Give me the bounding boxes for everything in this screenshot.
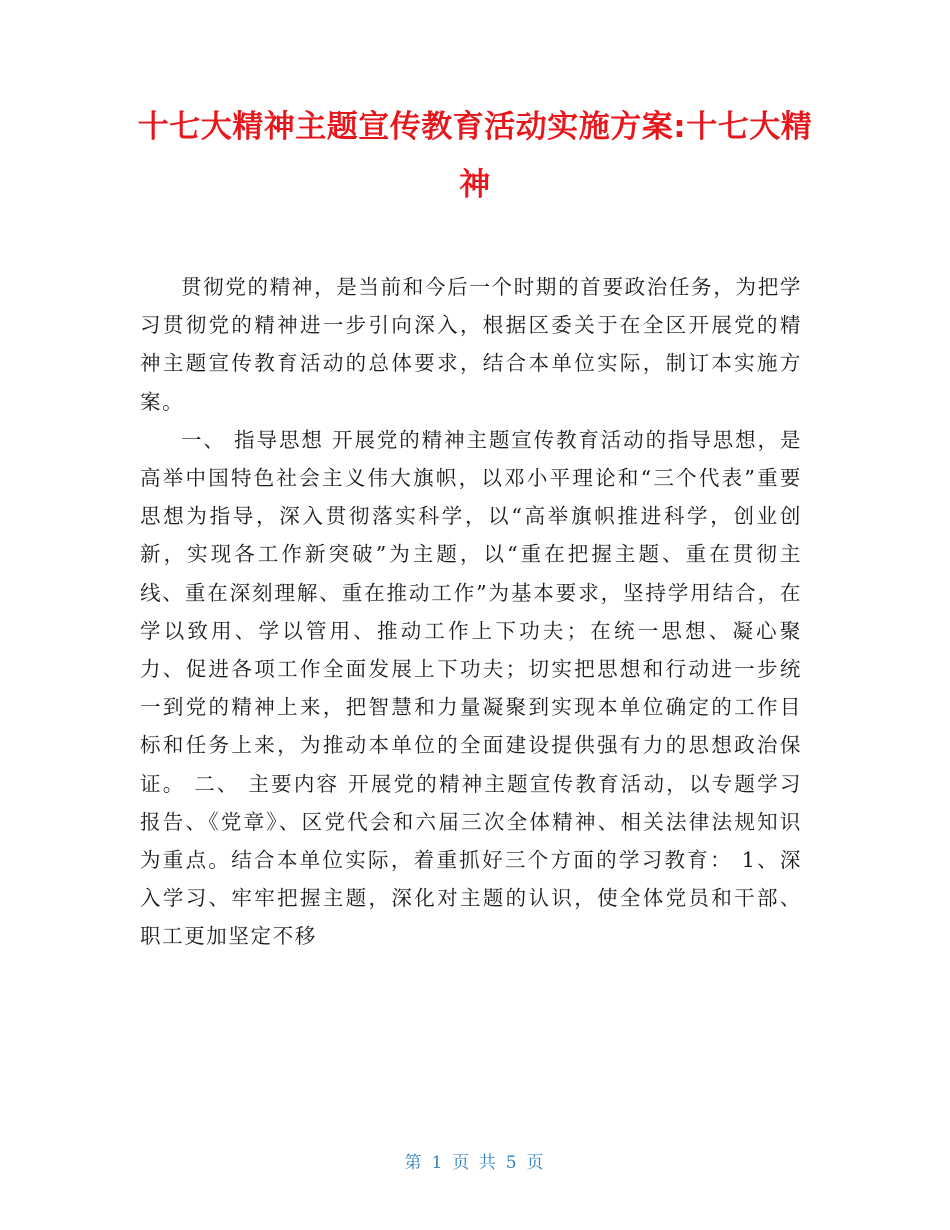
document-title: 十七大精神主题宣传教育活动实施方案:十七大精神 bbox=[137, 109, 813, 203]
footer-middle: 页 共 bbox=[452, 1153, 498, 1173]
document-body bbox=[140, 268, 802, 956]
paragraph-guiding-thought: 一、 指导思想 开展党的精神主题宣传教育活动的指导思想，是高举中国特色社会主义伟大旗帜，以邓小平理论和“三个代表”重要思想为指导，深入贯彻落实科学，以“高举旗帜推进科学，创业创新，实现各工作新突破”为主题，以“重在把握主题、重在贯彻主线、重在深刻理解、重在推动工作”为基本要求，坚持学用结合，在学以致用、学以管用、推动工作上下功夫；在统一思想、凝心聚力、促进各项工作全面发展上下功夫；切实把思想和行动进一步统一到党的精神上来，把智慧和力量凝聚到实现本单位确定的工作目标和任务上来，为推动本单位的全面建设提供强有力的思想政治保证。 二、 主要内容 开展党的精神主题宣传教育活动，以专题学习报告、《党章》、区党代会和六届三次全体精神、相关法律法规知识为重点。结合本单位实际，着重抓好三个方面的学习教育： 1、深入学习、牢牢把握主题，深化对主题的认识，使全体党员和干部、职工更加坚定不移 bbox=[140, 427, 802, 949]
footer-total-pages: 5 bbox=[505, 1153, 519, 1173]
page-footer bbox=[0, 1148, 950, 1173]
footer-page-number: 1 bbox=[431, 1153, 445, 1173]
footer-prefix: 第 bbox=[404, 1153, 424, 1173]
paragraph-intro: 贯彻党的精神，是当前和今后一个时期的首要政治任务，为把学习贯彻党的精神进一步引向深入，根据区委关于在全区开展党的精神主题宣传教育活动的总体要求，结合本单位实际，制订本实施方案。 bbox=[140, 275, 802, 414]
footer-suffix: 页 bbox=[526, 1153, 546, 1173]
